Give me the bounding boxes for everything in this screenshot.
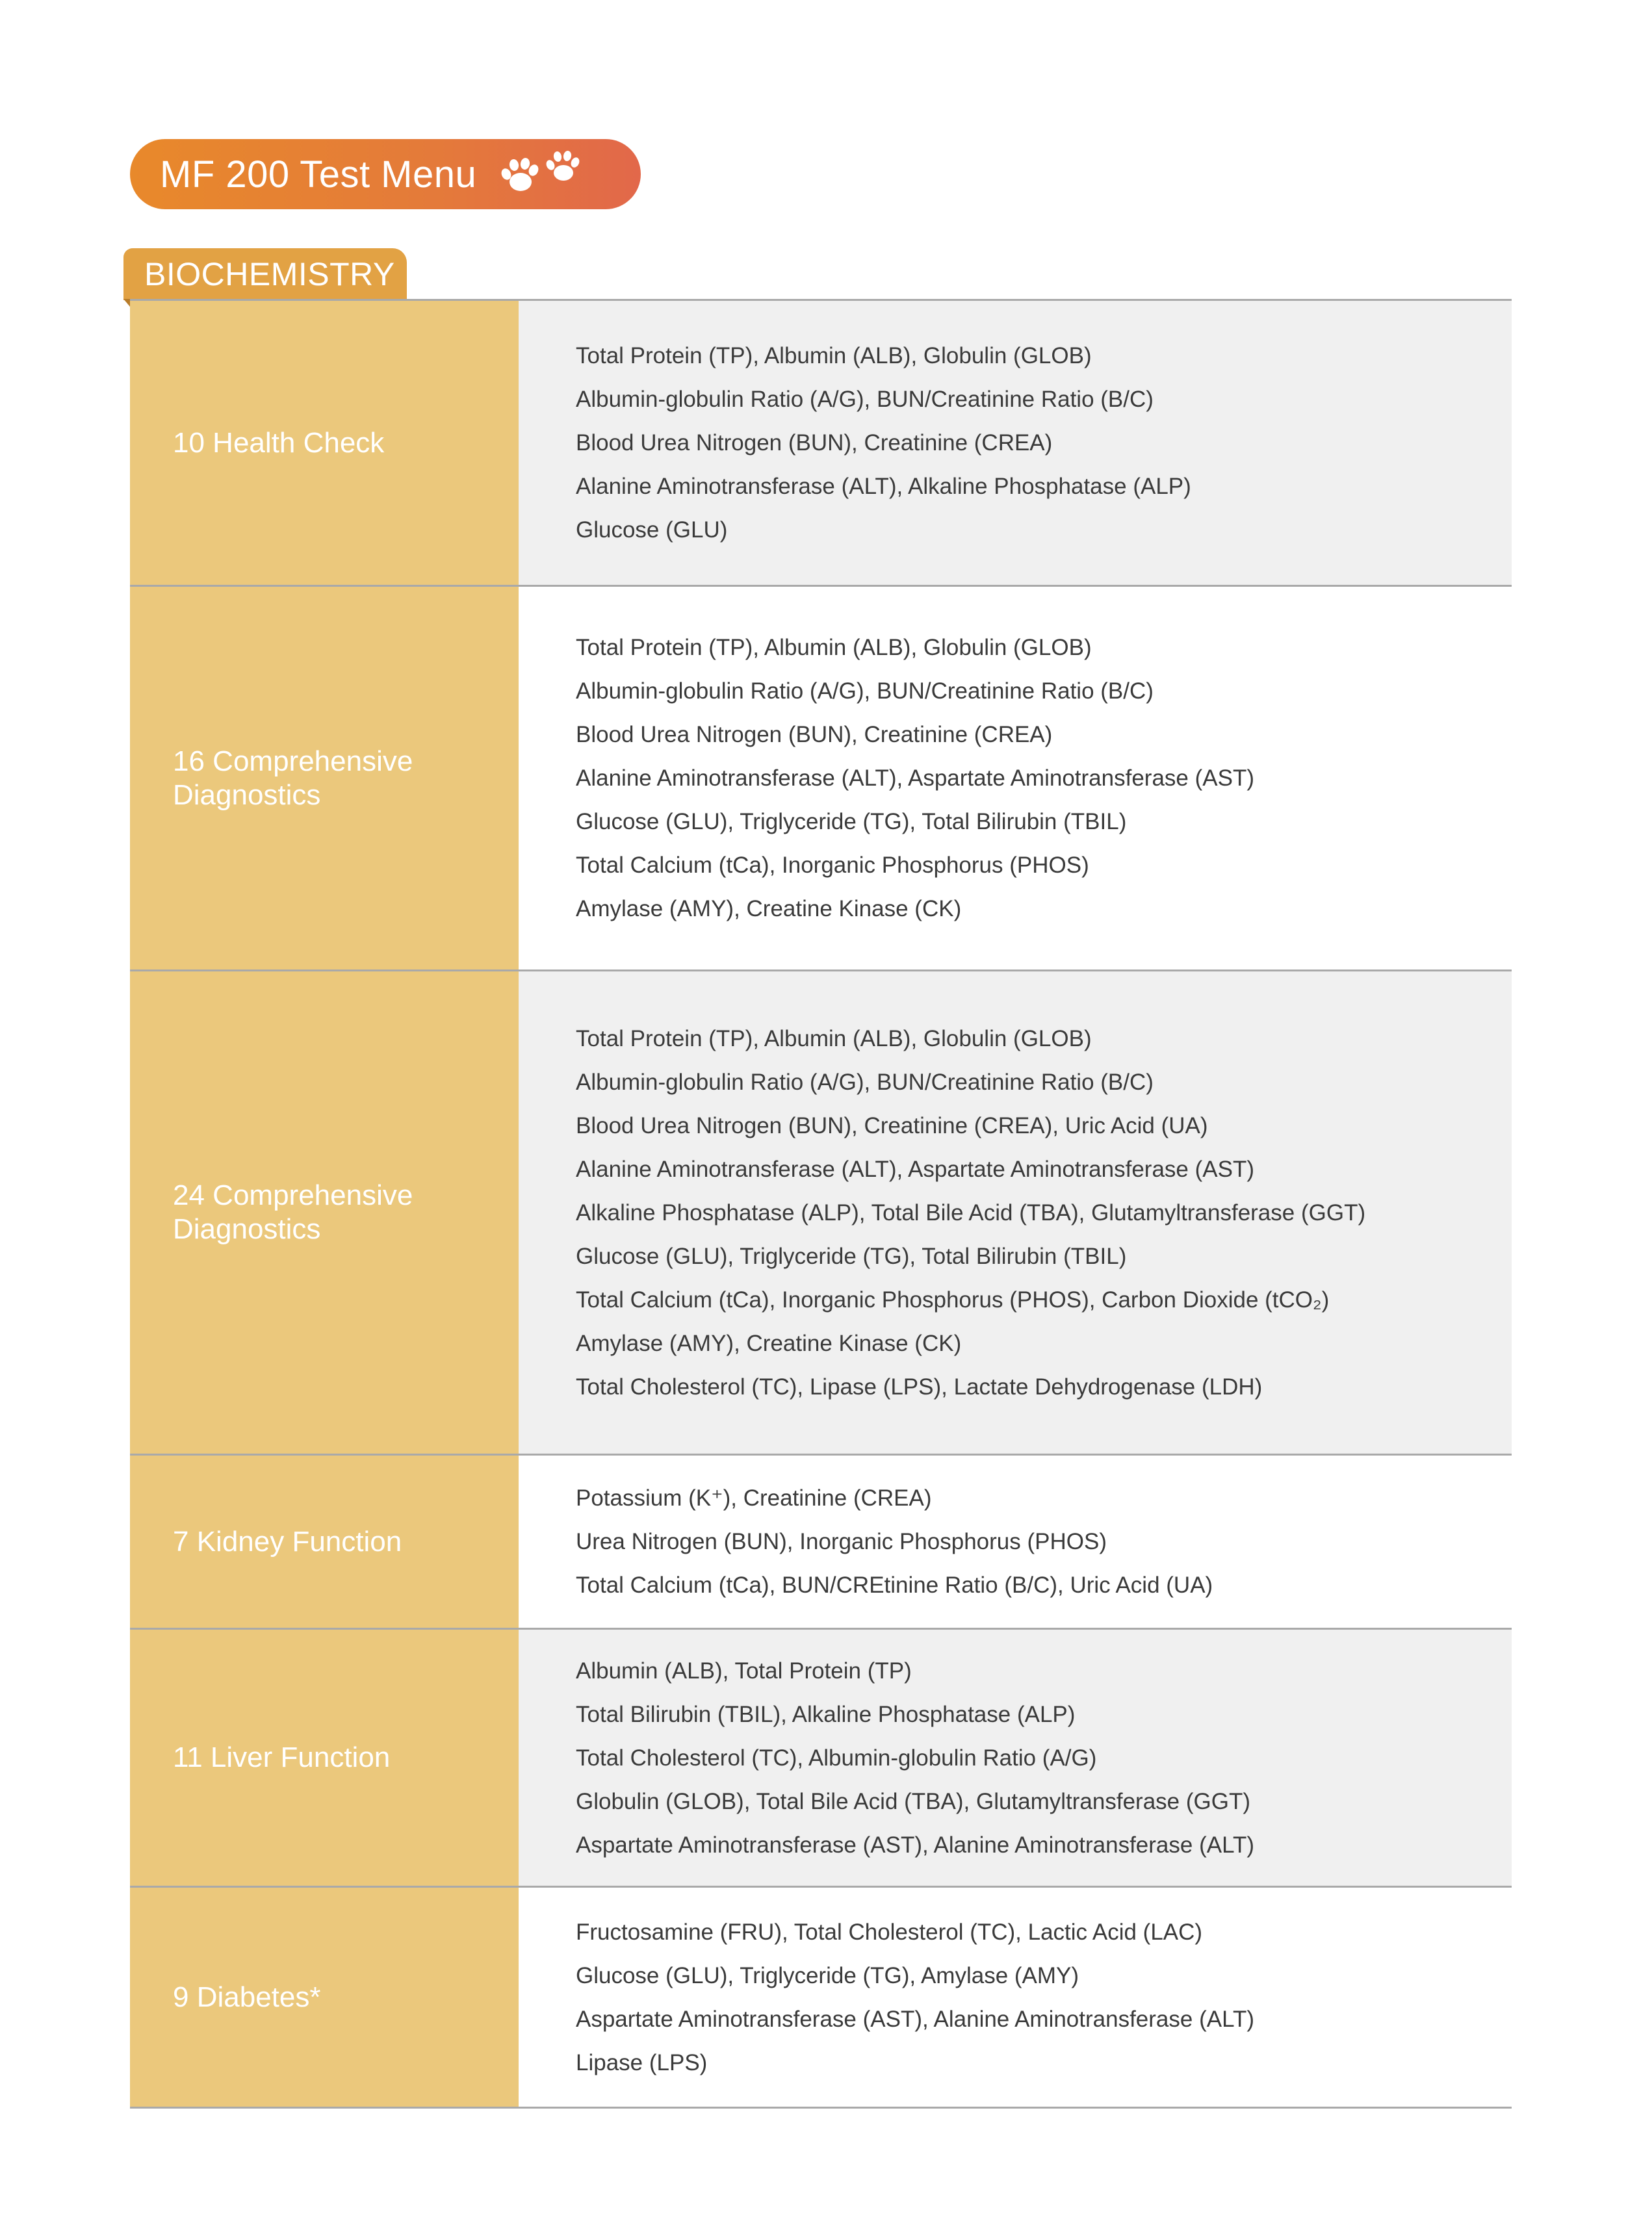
- panel-label: 9 Diabetes*: [130, 1888, 519, 2107]
- test-item: Alanine Aminotransferase (ALT), Aspartate Aminotransferase (AST): [576, 765, 1254, 791]
- test-item: Glucose (GLU), Triglyceride (TG), Amylase (AMY): [576, 1962, 1079, 1988]
- test-item: Lipase (LPS): [576, 2049, 708, 2075]
- test-item: Blood Urea Nitrogen (BUN), Creatinine (CREA): [576, 722, 1053, 747]
- test-item: Amylase (AMY), Creatine Kinase (CK): [576, 896, 962, 921]
- test-item: Blood Urea Nitrogen (BUN), Creatinine (CREA): [576, 430, 1053, 456]
- panel-items: [519, 587, 1512, 969]
- test-item: Globulin (GLOB), Total Bile Acid (TBA), Glutamyltransferase (GGT): [576, 1788, 1251, 1814]
- test-item: Total Cholesterol (TC), Lipase (LPS), Lactate Dehydrogenase (LDH): [576, 1374, 1263, 1400]
- page-title: MF 200 Test Menu: [160, 153, 477, 196]
- test-item: Aspartate Aminotransferase (AST), Alanine Aminotransferase (ALT): [576, 1832, 1254, 1858]
- test-item: Glucose (GLU), Triglyceride (TG), Total Bilirubin (TBIL): [576, 1243, 1127, 1269]
- section-tab-fold: [123, 299, 130, 307]
- test-item: Aspartate Aminotransferase (AST), Alanine Aminotransferase (ALT): [576, 2006, 1254, 2032]
- test-item: Total Bilirubin (TBIL), Alkaline Phosphatase (ALP): [576, 1701, 1076, 1727]
- panel-label: 7 Kidney Function: [130, 1456, 519, 1628]
- page-title-banner: [130, 139, 641, 209]
- test-menu-table: [130, 299, 1512, 2109]
- test-item: Total Cholesterol (TC), Albumin-globulin Ratio (A/G): [576, 1745, 1097, 1771]
- test-item: Alkaline Phosphatase (ALP), Total Bile Acid (TBA), Glutamyltransferase (GGT): [576, 1200, 1366, 1226]
- panel-items: [519, 1888, 1512, 2107]
- test-item: Glucose (GLU): [576, 517, 728, 543]
- test-item: Total Protein (TP), Albumin (ALB), Globulin (GLOB): [576, 635, 1092, 660]
- section-tab: [123, 248, 407, 300]
- panel-row: [130, 1630, 1512, 1888]
- test-item: Urea Nitrogen (BUN), Inorganic Phosphorus (PHOS): [576, 1529, 1107, 1554]
- panel-row: [130, 1456, 1512, 1630]
- test-item: Total Protein (TP), Albumin (ALB), Globulin (GLOB): [576, 343, 1092, 368]
- panel-row: [130, 1888, 1512, 2109]
- test-item: Total Calcium (tCa), Inorganic Phosphorus (PHOS): [576, 853, 1089, 878]
- test-item: Albumin-globulin Ratio (A/G), BUN/Creatinine Ratio (B/C): [576, 678, 1154, 704]
- test-item: Albumin-globulin Ratio (A/G), BUN/Creatinine Ratio (B/C): [576, 387, 1154, 412]
- paw-prints-icon: [496, 148, 587, 200]
- test-item: Blood Urea Nitrogen (BUN), Creatinine (CREA), Uric Acid (UA): [576, 1112, 1208, 1138]
- test-item: Fructosamine (FRU), Total Cholesterol (TC), Lactic Acid (LAC): [576, 1919, 1203, 1945]
- section-title: BIOCHEMISTRY: [144, 256, 395, 292]
- test-item: Glucose (GLU), Triglyceride (TG), Total Bilirubin (TBIL): [576, 809, 1127, 834]
- panel-items: [519, 301, 1512, 585]
- test-item: Albumin (ALB), Total Protein (TP): [576, 1658, 912, 1684]
- test-item: Amylase (AMY), Creatine Kinase (CK): [576, 1330, 962, 1356]
- panel-label: 11 Liver Function: [130, 1630, 519, 1886]
- panel-label: 10 Health Check: [130, 301, 519, 585]
- test-item: Alanine Aminotransferase (ALT), Alkaline Phosphatase (ALP): [576, 474, 1191, 499]
- test-item: Alanine Aminotransferase (ALT), Aspartate Aminotransferase (AST): [576, 1156, 1254, 1182]
- panel-row: [130, 301, 1512, 587]
- test-item: Total Calcium (tCa), Inorganic Phosphorus (PHOS), Carbon Dioxide (tCO₂): [576, 1287, 1330, 1313]
- test-item: Potassium (K⁺), Creatinine (CREA): [576, 1485, 932, 1511]
- panel-label: 24 Comprehensive Diagnostics: [130, 971, 519, 1454]
- panel-row: [130, 587, 1512, 971]
- test-item: Albumin-globulin Ratio (A/G), BUN/Creatinine Ratio (B/C): [576, 1069, 1154, 1095]
- test-item: Total Calcium (tCa), BUN/CREtinine Ratio (B/C), Uric Acid (UA): [576, 1573, 1213, 1598]
- panel-items: [519, 1630, 1512, 1886]
- panel-items: [519, 971, 1512, 1454]
- test-item: Total Protein (TP), Albumin (ALB), Globulin (GLOB): [576, 1025, 1092, 1051]
- panel-label: 16 Comprehensive Diagnostics: [130, 587, 519, 969]
- panel-row: [130, 971, 1512, 1456]
- panel-items: [519, 1456, 1512, 1628]
